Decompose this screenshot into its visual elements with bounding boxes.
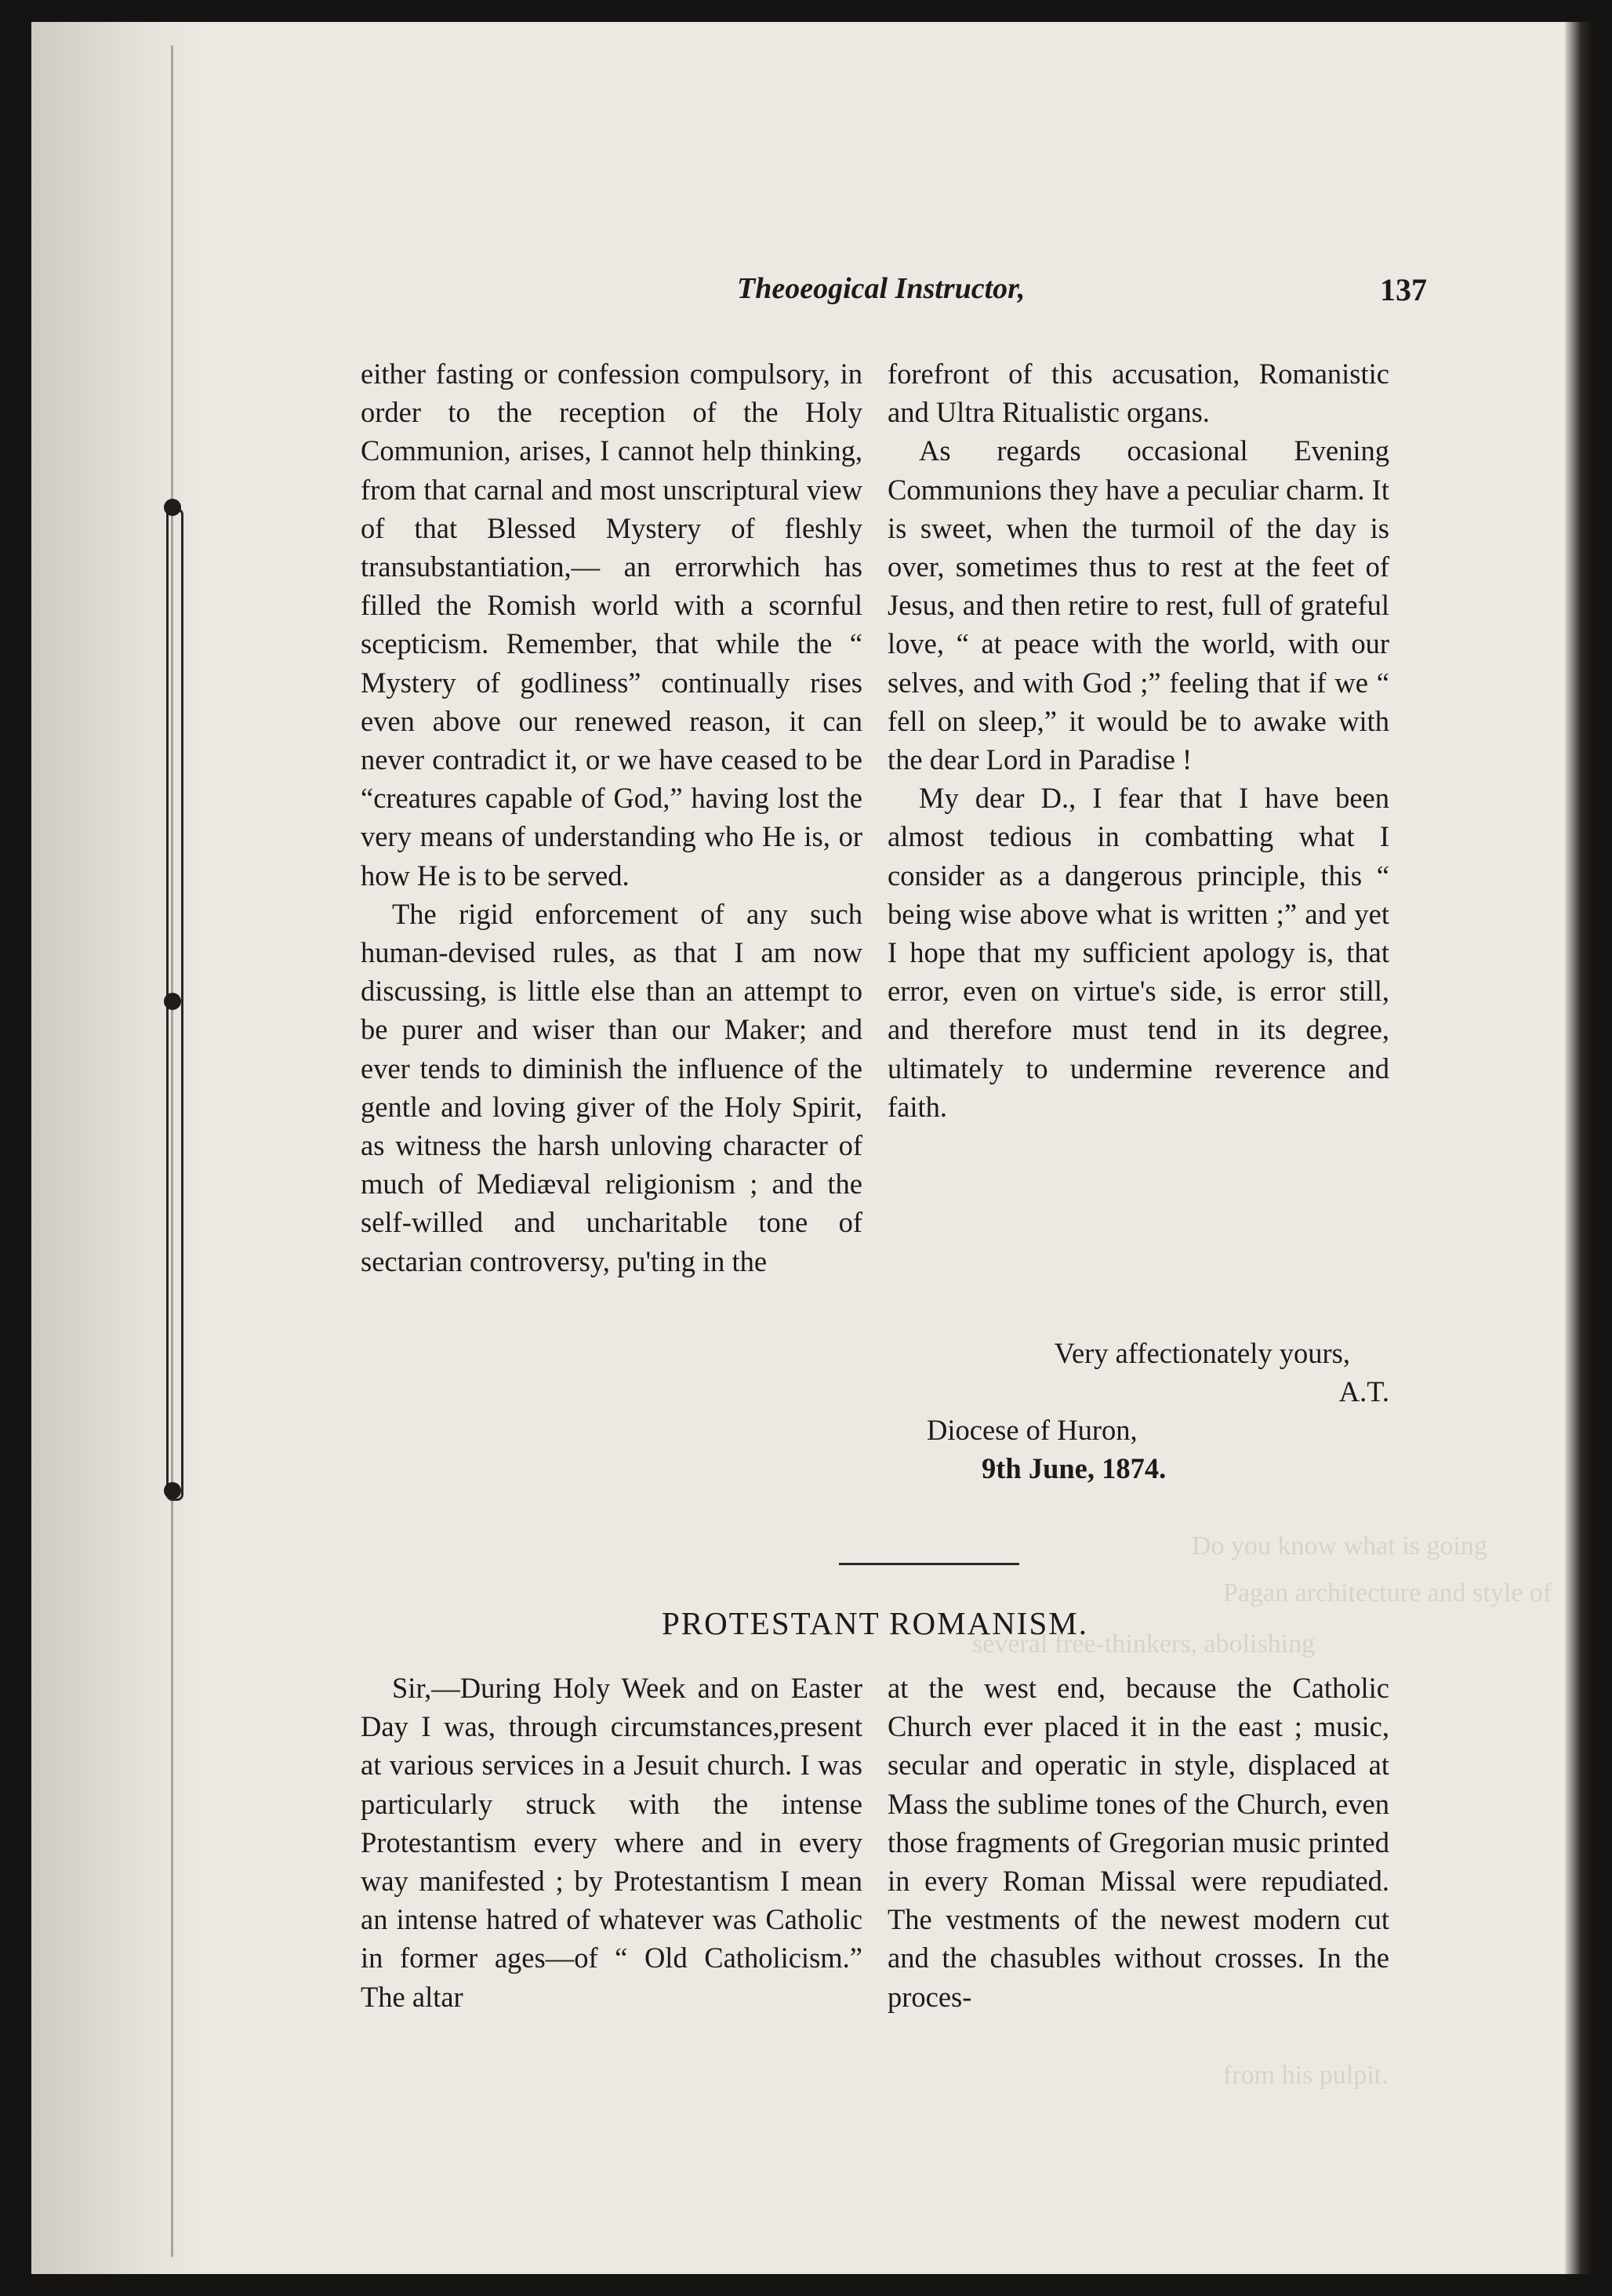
article-column-left	[361, 1669, 862, 2016]
bleed-through-text: several free-thinkers, abolishing	[972, 1629, 1316, 1658]
paragraph: at the west end, because the Catholic Church ever placed it in the east ; music, secular and operatic in style, displaced at Mass the sublime tones of the Church, even those fragments of Gregorian music printed in every Roman Missal were repudiated. The vestments of the newest modern cut and the chasubles without crosses. In the proces-	[888, 1672, 1389, 2013]
article-column-right	[888, 354, 1389, 1126]
article-column-right	[888, 1669, 1389, 2016]
page-edge-shadow	[1565, 22, 1592, 2274]
page-number: 137	[1380, 272, 1427, 307]
paragraph: forefront of this accusation, Romanistic and Ultra Ritualistic organs.	[888, 358, 1389, 429]
bleed-through-text: Pagan architecture and style of	[1223, 1578, 1552, 1608]
running-title: Theoeogical Instructor,	[737, 272, 1026, 305]
book-page	[31, 22, 1592, 2274]
letter-place: Diocese of Huron,	[927, 1414, 1138, 1446]
letter-closing: Very affectionately yours,	[1054, 1337, 1350, 1369]
letter-signature: A.T.	[1338, 1375, 1389, 1408]
paragraph: The rigid enforcement of any such human-devised rules, as that I am now discussing, is little else than an attempt to be purer and wiser than our Maker; and ever tends to diminish the influence of the gentle and loving giver of the Holy Spirit, as witness the harsh unloving character of much of Mediæval religionism ; and the self-willed and uncharitable tone of sectarian controversy, pu'ting in the	[361, 897, 862, 1277]
binding-knot	[164, 993, 181, 1010]
section-title: PROTESTANT ROMANISM.	[662, 1605, 1088, 1641]
binding-knot	[164, 1482, 181, 1499]
section-divider	[839, 1563, 1019, 1565]
bleed-through-text: Do you know what is going	[1192, 1531, 1487, 1560]
letter-date: 9th June, 1874.	[982, 1452, 1167, 1484]
paragraph: Sir,—During Holy Week and on Easter Day I was, through circumstances,present at various services in a Jesuit church. I was particularly struck with the intense Protestantism every where and in every way manifested ; by Protestantism I mean an intense hatred of whatever was Catholic in former ages—of “ Old Catholicism.” The altar	[361, 1672, 862, 2013]
bleed-through-text: from his pulpit.	[1223, 2061, 1389, 2090]
binding-knot	[164, 499, 181, 516]
paragraph: As regards occasional Evening Communions they have a peculiar charm. It is sweet, when the turmoil of the day is over, sometimes thus to rest at the feet of Jesus, and then retire to rest, full of grateful love, “ at peace with the world, with our selves, and with God ;” feeling that if we “ fell on sleep,” it would be to awake with the dear Lord in Paradise !	[888, 434, 1389, 776]
article-column-left	[361, 354, 862, 1281]
paragraph: My dear D., I fear that I have been almost tedious in combatting what I consider as a dangerous principle, this “ being wise above what is written ;” and yet I hope that my sufficient apology is, that error, even on virtue's side, is error still, and therefore must tend in its degree, ultimately to undermine reverence and faith.	[888, 782, 1389, 1123]
page-header	[392, 271, 1427, 318]
paragraph: either fasting or confession compulsory, in order to the reception of the Holy Communion, arises, I cannot help thinking, from that carnal and most unscriptural view of that Blessed Mystery of fleshly transubstantiation,— an errorwhich has filled the Romish world with a scornful scepticism. Remember, that while the “ Mystery of godliness” continually rises even above our renewed reason, it can never contradict it, or we have ceased to be “creatures capable of God,” having lost the very means of understanding who He is, or how He is to be served.	[361, 358, 862, 892]
